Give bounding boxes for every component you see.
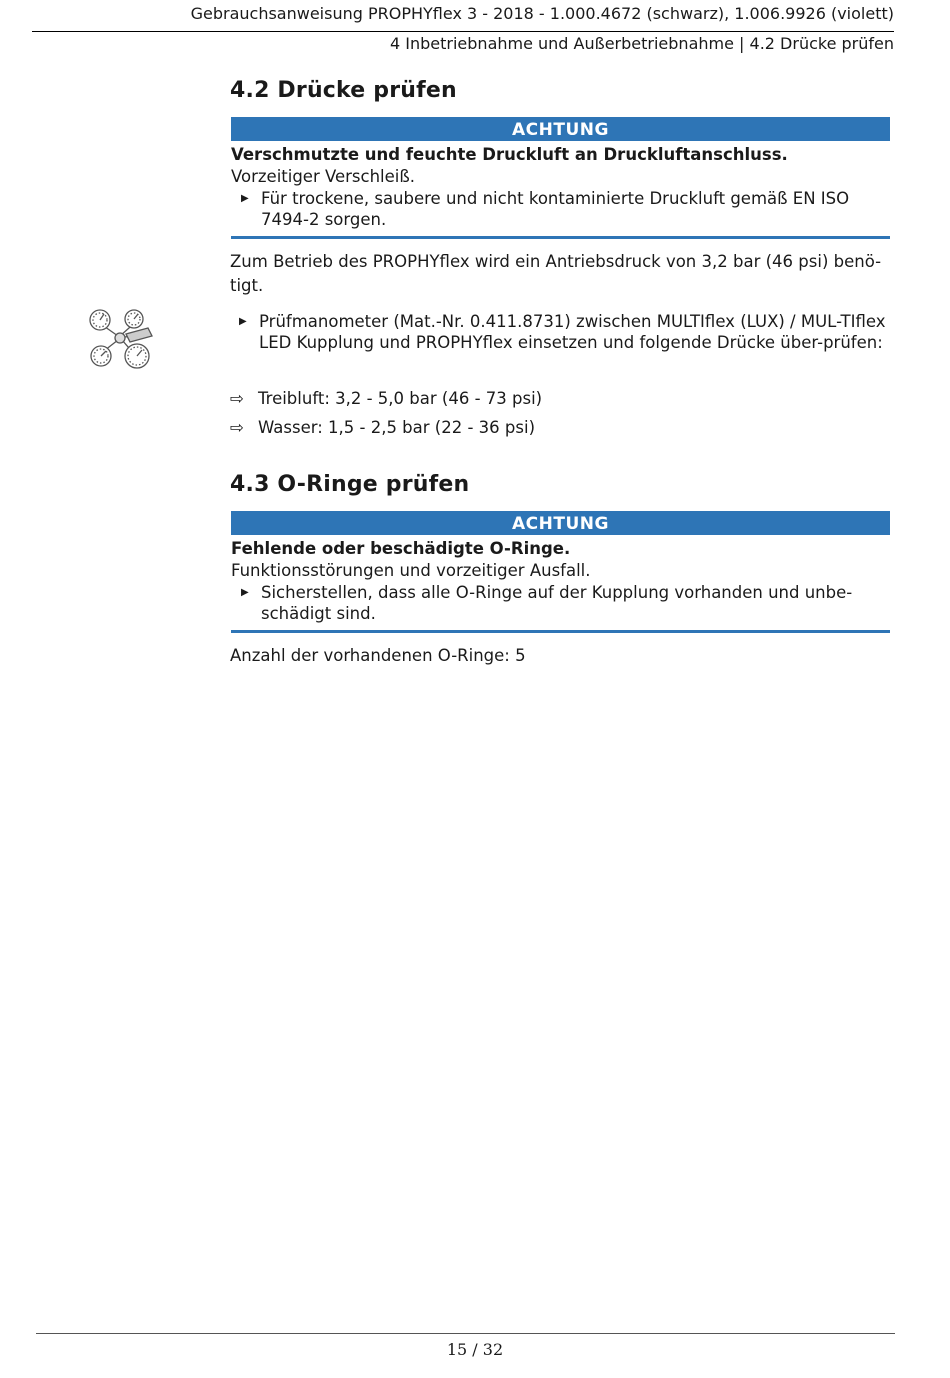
notice-title: Verschmutzte und feuchte Druckluft an Druckluftanschluss. (231, 145, 788, 164)
notice-action (231, 188, 890, 230)
section-heading-4-3: 4.3 O-Ringe prüfen (230, 472, 470, 497)
result-arrow-icon: ⇨ (230, 389, 244, 408)
step-text: Prüfmanometer (Mat.-Nr. 0.411.8731) zwischen MULTIflex (LUX) / MUL-TIflex LED Kupplung und PROPHYflex einsetzen und folgende Drücke über-prüfen: (259, 312, 886, 352)
intro-paragraph: Zum Betrieb des PROPHYflex wird ein Antriebsdruck von 3,2 bar (46 psi) benö-tigt. (230, 252, 882, 295)
notice-box-compressed-air (231, 117, 890, 239)
notice-signal-word: ACHTUNG (231, 511, 890, 535)
result-item (230, 388, 542, 410)
bullet-triangle-icon: ▶ (239, 316, 247, 327)
pressure-gauge-icon (86, 306, 160, 372)
o-ring-count: Anzahl der vorhandenen O-Ringe: 5 (230, 646, 526, 665)
step-install-gauge (230, 312, 890, 353)
notice-action-text: Für trockene, saubere und nicht kontaminierte Druckluft gemäß EN ISO 7494-2 sorgen. (261, 189, 850, 229)
notice-bottom-rule (231, 630, 890, 633)
notice-consequence: Funktionsstörungen und vorzeitiger Ausfall. (231, 561, 591, 580)
notice-action-text: Sicherstellen, dass alle O-Ringe auf der Kupplung vorhanden und unbe-schädigt sind. (261, 583, 853, 623)
notice-consequence: Vorzeitiger Verschleiß. (231, 167, 416, 186)
notice-signal-word: ACHTUNG (231, 117, 890, 141)
notice-box-o-rings (231, 511, 890, 633)
footer-divider (36, 1333, 895, 1334)
result-text: Treibluft: 3,2 - 5,0 bar (46 - 73 psi) (258, 389, 543, 408)
header-divider (32, 31, 894, 32)
result-item (230, 417, 535, 439)
page-number: 15 / 32 (446, 1340, 504, 1359)
notice-action (231, 582, 890, 624)
result-arrow-icon: ⇨ (230, 418, 244, 437)
bullet-triangle-icon: ▶ (241, 193, 249, 204)
notice-title: Fehlende oder beschädigte O-Ringe. (231, 539, 571, 558)
header-breadcrumb: 4 Inbetriebnahme und Außerbetriebnahme | 4.2 Drücke prüfen (390, 34, 894, 53)
result-text: Wasser: 1,5 - 2,5 bar (22 - 36 psi) (258, 418, 536, 437)
notice-bottom-rule (231, 236, 890, 239)
section-heading-4-2: 4.2 Drücke prüfen (230, 78, 457, 103)
bullet-triangle-icon: ▶ (241, 587, 249, 598)
header-document-title: Gebrauchsanweisung PROPHYflex 3 - 2018 - 1.000.4672 (schwarz), 1.006.9926 (violett) (190, 4, 894, 23)
